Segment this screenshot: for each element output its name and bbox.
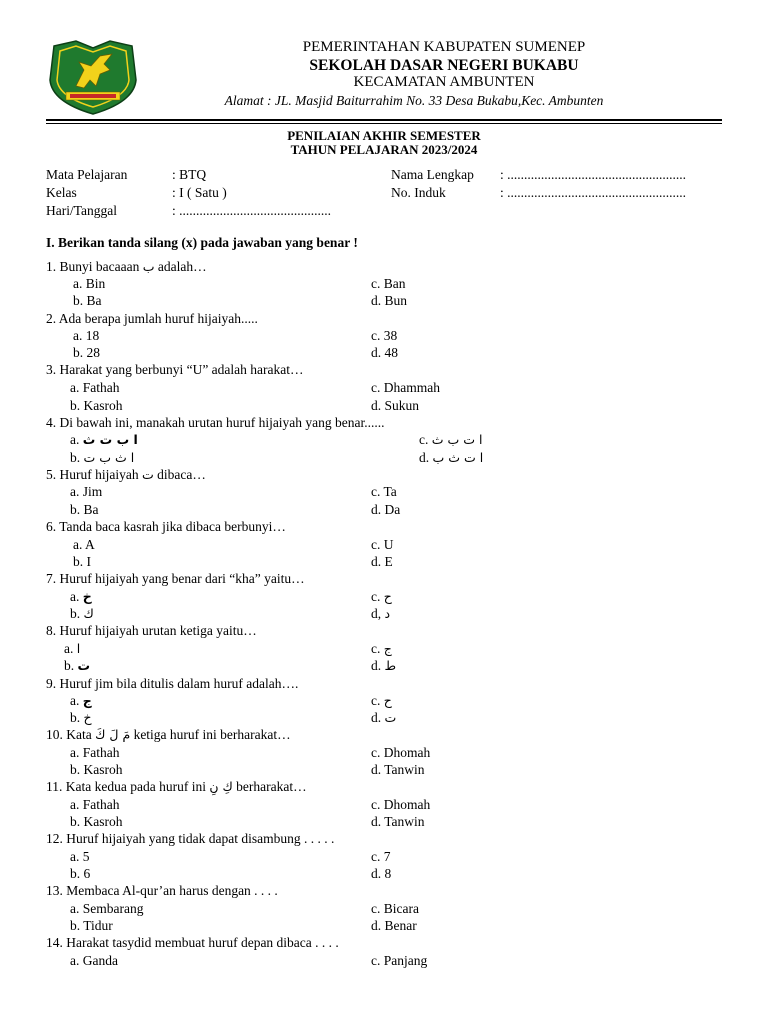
q3-option-a[interactable]: a. Fathah xyxy=(70,380,120,395)
q13-option-b[interactable]: b. Tidur xyxy=(70,918,113,933)
name-field[interactable]: : ..................................................... xyxy=(500,167,687,182)
q14-option-c[interactable]: c. Panjang xyxy=(371,953,428,968)
question-6: 6. Tanda baca kasrah jika dibaca berbunyi… xyxy=(46,519,286,534)
header-divider-thick xyxy=(46,119,722,121)
q7-option-d[interactable]: d, د xyxy=(371,606,391,621)
q3-option-c[interactable]: c. Dhammah xyxy=(371,380,440,395)
q12-option-b[interactable]: b. 6 xyxy=(70,866,91,881)
q9-option-b[interactable]: b. خ xyxy=(70,710,92,725)
question-10: 10. Kata مَ لَ كَ ketiga huruf ini berharakat… xyxy=(46,727,291,742)
header-divider-thin xyxy=(46,123,722,124)
subject-value: : BTQ xyxy=(172,167,207,182)
q8-option-a[interactable]: a. ا xyxy=(64,641,81,656)
q1-option-d[interactable]: d. Bun xyxy=(371,293,408,308)
q10-option-b[interactable]: b. Kasroh xyxy=(70,762,123,777)
q10-option-d[interactable]: d. Tanwin xyxy=(371,762,425,777)
q1-option-a[interactable]: a. Bin xyxy=(73,276,106,291)
q2-option-b[interactable]: b. 28 xyxy=(73,345,100,360)
q6-option-c[interactable]: c. U xyxy=(371,537,394,552)
q8-option-c[interactable]: c. ج xyxy=(371,641,392,656)
q3-option-d[interactable]: d. Sukun xyxy=(371,398,420,413)
q11-option-c[interactable]: c. Dhomah xyxy=(371,797,431,812)
q3-option-b[interactable]: b. Kasroh xyxy=(70,398,123,413)
q10-option-c[interactable]: c. Dhomah xyxy=(371,745,431,760)
q4-option-a[interactable]: a. ا ب ت ث xyxy=(70,432,138,447)
q12-option-c[interactable]: c. 7 xyxy=(371,849,391,864)
exam-year: TAHUN PELAJARAN 2023/2024 xyxy=(290,142,478,157)
q5-option-a[interactable]: a. Jim xyxy=(70,484,103,499)
q10-option-a[interactable]: a. Fathah xyxy=(70,745,120,760)
q7-option-c[interactable]: c. ح xyxy=(371,589,392,604)
q4-option-d[interactable]: d. ا ت ث ب xyxy=(419,450,484,465)
student-id-field[interactable]: : ..................................................... xyxy=(500,185,687,200)
q2-option-a[interactable]: a. 18 xyxy=(73,328,100,343)
q11-option-a[interactable]: a. Fathah xyxy=(70,797,120,812)
question-8: 8. Huruf hijaiyah urutan ketiga yaitu… xyxy=(46,623,257,638)
question-5: 5. Huruf hijaiyah ت dibaca… xyxy=(46,467,206,482)
question-9: 9. Huruf jim bila ditulis dalam huruf adalah…. xyxy=(46,676,299,691)
q6-option-b[interactable]: b. I xyxy=(73,554,91,569)
question-2: 2. Ada berapa jumlah huruf hijaiyah..... xyxy=(46,311,258,326)
q13-option-d[interactable]: d. Benar xyxy=(371,918,417,933)
class-value: : I ( Satu ) xyxy=(172,185,227,200)
exam-title: PENILAIAN AKHIR SEMESTER xyxy=(287,128,481,143)
header-school-name: SEKOLAH DASAR NEGERI BUKABU xyxy=(309,57,579,74)
q8-option-b[interactable]: b. ت xyxy=(64,658,91,673)
header-government: PEMERINTAHAN KABUPATEN SUMENEP xyxy=(302,39,586,55)
q1-option-b[interactable]: b. Ba xyxy=(73,293,102,308)
q12-option-d[interactable]: d. 8 xyxy=(371,866,392,881)
question-14: 14. Harakat tasydid membuat huruf depan dibaca . . . . xyxy=(46,935,339,950)
q11-option-d[interactable]: d. Tanwin xyxy=(371,814,425,829)
q1-option-c[interactable]: c. Ban xyxy=(371,276,406,291)
question-12: 12. Huruf hijaiyah yang tidak dapat disambung . . . . . xyxy=(46,831,335,846)
q6-option-a[interactable]: a. A xyxy=(73,537,95,552)
q13-option-c[interactable]: c. Bicara xyxy=(371,901,419,916)
date-label: Hari/Tanggal xyxy=(46,203,118,218)
q8-option-d[interactable]: d. ط xyxy=(371,658,397,673)
q4-option-c[interactable]: c. ا ت ب ث xyxy=(419,432,483,447)
q11-option-b[interactable]: b. Kasroh xyxy=(70,814,123,829)
q9-option-c[interactable]: c. ح xyxy=(371,693,392,708)
date-field[interactable]: : ............................................. xyxy=(172,203,332,218)
subject-label: Mata Pelajaran xyxy=(46,167,128,182)
q2-option-d[interactable]: d. 48 xyxy=(371,345,398,360)
question-1: 1. Bunyi bacaaan ب adalah… xyxy=(46,259,207,274)
header-address: Alamat : JL. Masjid Baiturrahim No. 33 Desa Bukabu,Kec. Ambunten xyxy=(224,93,604,108)
q4-option-b[interactable]: b. ا ث ب ت xyxy=(70,450,135,465)
question-11: 11. Kata kedua pada huruf ini كِ نِ berharakat… xyxy=(46,779,307,794)
q2-option-c[interactable]: c. 38 xyxy=(371,328,398,343)
q14-option-a[interactable]: a. Ganda xyxy=(70,953,118,968)
q12-option-a[interactable]: a. 5 xyxy=(70,849,90,864)
question-3: 3. Harakat yang berbunyi “U” adalah harakat… xyxy=(46,362,304,377)
student-id-label: No. Induk xyxy=(391,185,446,200)
header-district: KECAMATAN AMBUNTEN xyxy=(353,74,535,90)
question-13: 13. Membaca Al-qur’an harus dengan . . . . xyxy=(46,883,278,898)
q13-option-a[interactable]: a. Sembarang xyxy=(70,901,144,916)
class-label: Kelas xyxy=(46,185,77,200)
section-instruction: I. Berikan tanda silang (x) pada jawaban yang benar ! xyxy=(46,235,358,250)
q7-option-a[interactable]: a. خ xyxy=(70,589,92,604)
question-7: 7. Huruf hijaiyah yang benar dari “kha” yaitu… xyxy=(46,571,305,586)
q9-option-a[interactable]: a. ج xyxy=(70,693,92,708)
q7-option-b[interactable]: b. ك xyxy=(70,606,94,621)
q5-option-c[interactable]: c. Ta xyxy=(371,484,397,499)
q5-option-d[interactable]: d. Da xyxy=(371,502,401,517)
q9-option-d[interactable]: d. ت xyxy=(371,710,397,725)
name-label: Nama Lengkap xyxy=(391,167,474,182)
q6-option-d[interactable]: d. E xyxy=(371,554,393,569)
question-4: 4. Di bawah ini, manakah urutan huruf hijaiyah yang benar...... xyxy=(46,415,385,430)
q5-option-b[interactable]: b. Ba xyxy=(70,502,99,517)
